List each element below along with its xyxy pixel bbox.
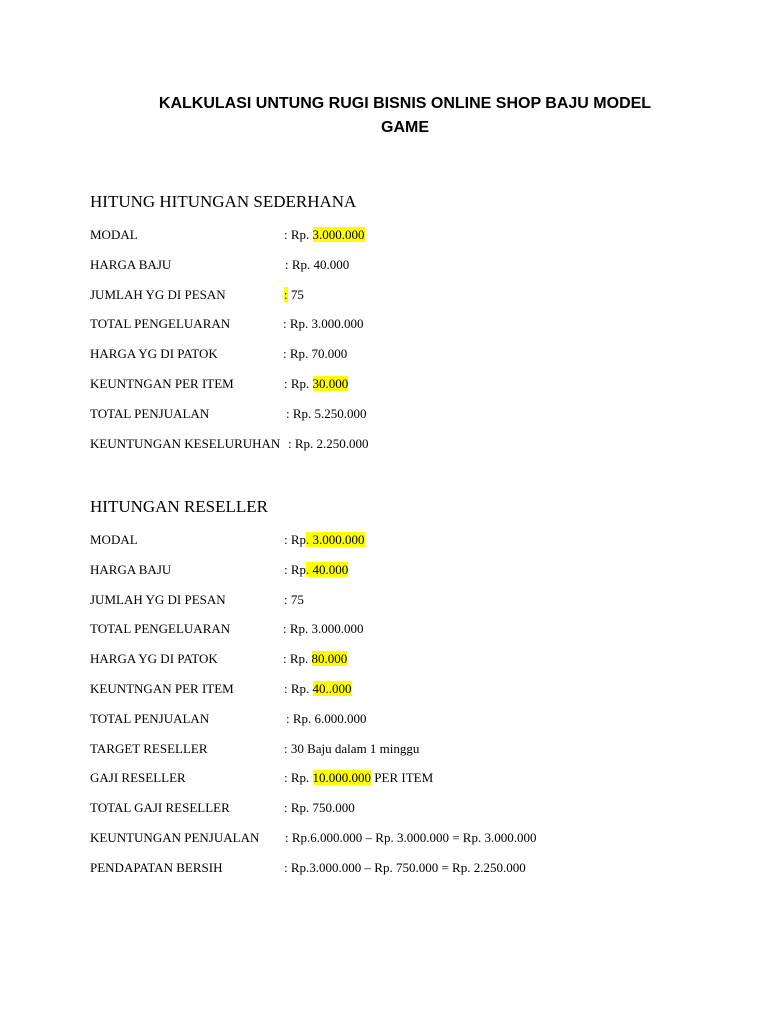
field-value xyxy=(284,530,365,550)
field-label: PENDAPATAN BERSIH xyxy=(90,859,223,875)
field-value xyxy=(286,709,367,729)
value-text: : Rp. 6.000.000 xyxy=(286,710,367,726)
field-value xyxy=(284,739,419,759)
value-text: : Rp.6.000.000 – Rp. 3.000.000 = Rp. 3.000.000 xyxy=(285,830,537,845)
highlighted-value: : xyxy=(284,286,288,302)
highlighted-value: 80.000 xyxy=(311,651,348,667)
field-label: TARGET RESELLER xyxy=(90,740,208,756)
field-label: JUMLAH YG DI PESAN xyxy=(90,591,226,607)
field-value xyxy=(284,768,433,788)
field-label: TOTAL PENGELUARAN xyxy=(90,316,231,332)
highlighted-value: 30.000 xyxy=(312,376,349,391)
value-text: : Rp. xyxy=(284,227,313,242)
highlighted-value: 40..000 xyxy=(312,681,352,696)
field-label: MODAL xyxy=(90,227,138,242)
section-heading-sederhana: HITUNG HITUNGAN SEDERHANA xyxy=(90,192,357,211)
value-text: : 30 Baju dalam 1 minggu xyxy=(284,740,420,756)
field-label: HARGA YG DI PATOK xyxy=(90,651,218,667)
value-text: : Rp. 40.000 xyxy=(285,256,350,272)
value-text: : Rp. xyxy=(284,770,313,786)
field-value xyxy=(285,828,536,848)
value-text: : Rp. 2.250.000 xyxy=(288,435,369,451)
field-value xyxy=(285,255,349,275)
field-value xyxy=(286,404,367,424)
value-text: : Rp. xyxy=(283,651,312,667)
field-value xyxy=(288,434,369,454)
value-text: : Rp.3.000.000 – Rp. 750.000 = Rp. 2.250.000 xyxy=(284,859,526,875)
field-label: HARGA BAJU xyxy=(90,561,172,577)
document-title xyxy=(110,92,700,140)
field-label: MODAL xyxy=(90,532,138,547)
field-value xyxy=(283,649,347,669)
value-text: : Rp. 750.000 xyxy=(284,800,355,816)
field-label: TOTAL PENJUALAN xyxy=(90,710,210,726)
field-value xyxy=(284,374,348,394)
value-text: PER ITEM xyxy=(371,770,434,786)
field-value xyxy=(284,590,304,610)
field-label: HARGA BAJU xyxy=(90,256,172,272)
field-value xyxy=(283,314,364,334)
field-label: GAJI RESELLER xyxy=(90,770,186,786)
value-text: 75 xyxy=(287,286,304,302)
value-text: : Rp. xyxy=(284,681,313,696)
value-text: : Rp. 5.250.000 xyxy=(286,405,367,421)
field-label: KEUNTNGAN PER ITEM xyxy=(90,376,234,391)
field-label: TOTAL PENGELUARAN xyxy=(90,621,231,637)
field-value xyxy=(284,798,355,818)
highlighted-value: 10.000.000 xyxy=(312,770,372,786)
value-text: : Rp. 3.000.000 xyxy=(283,621,364,637)
field-label: KEUNTUNGAN KESELURUHAN xyxy=(90,435,281,451)
field-label: HARGA YG DI PATOK xyxy=(90,346,218,362)
field-value xyxy=(284,225,365,245)
value-text: : Rp. 70.000 xyxy=(283,346,348,362)
field-value xyxy=(284,560,348,580)
field-label: TOTAL PENJUALAN xyxy=(90,405,210,421)
value-text: : 75 xyxy=(284,591,304,607)
field-value xyxy=(284,285,304,305)
value-text: : Rp xyxy=(284,532,307,547)
section-heading-reseller: HITUNGAN RESELLER xyxy=(90,497,269,516)
document-title-line-2: GAME xyxy=(381,119,429,136)
field-label: KEUNTNGAN PER ITEM xyxy=(90,681,234,696)
field-value xyxy=(284,679,352,699)
value-text: : Rp xyxy=(284,561,307,577)
value-text: : Rp. xyxy=(284,376,313,391)
document-title-line-1: KALKULASI UNTUNG RUGI BISNIS ONLINE SHOP BAJU MODEL xyxy=(158,95,652,112)
highlighted-value: 3.000.000 xyxy=(312,227,365,242)
highlighted-value: . 40.000 xyxy=(306,561,349,577)
field-label: JUMLAH YG DI PESAN xyxy=(90,286,226,302)
field-value xyxy=(284,858,526,878)
field-value xyxy=(283,344,347,364)
highlighted-value: . 3.000.000 xyxy=(306,532,365,547)
field-label: TOTAL GAJI RESELLER xyxy=(90,800,230,816)
field-value xyxy=(283,619,364,639)
value-text: : Rp. 3.000.000 xyxy=(283,316,364,332)
field-label: KEUNTUNGAN PENJUALAN xyxy=(90,830,260,845)
